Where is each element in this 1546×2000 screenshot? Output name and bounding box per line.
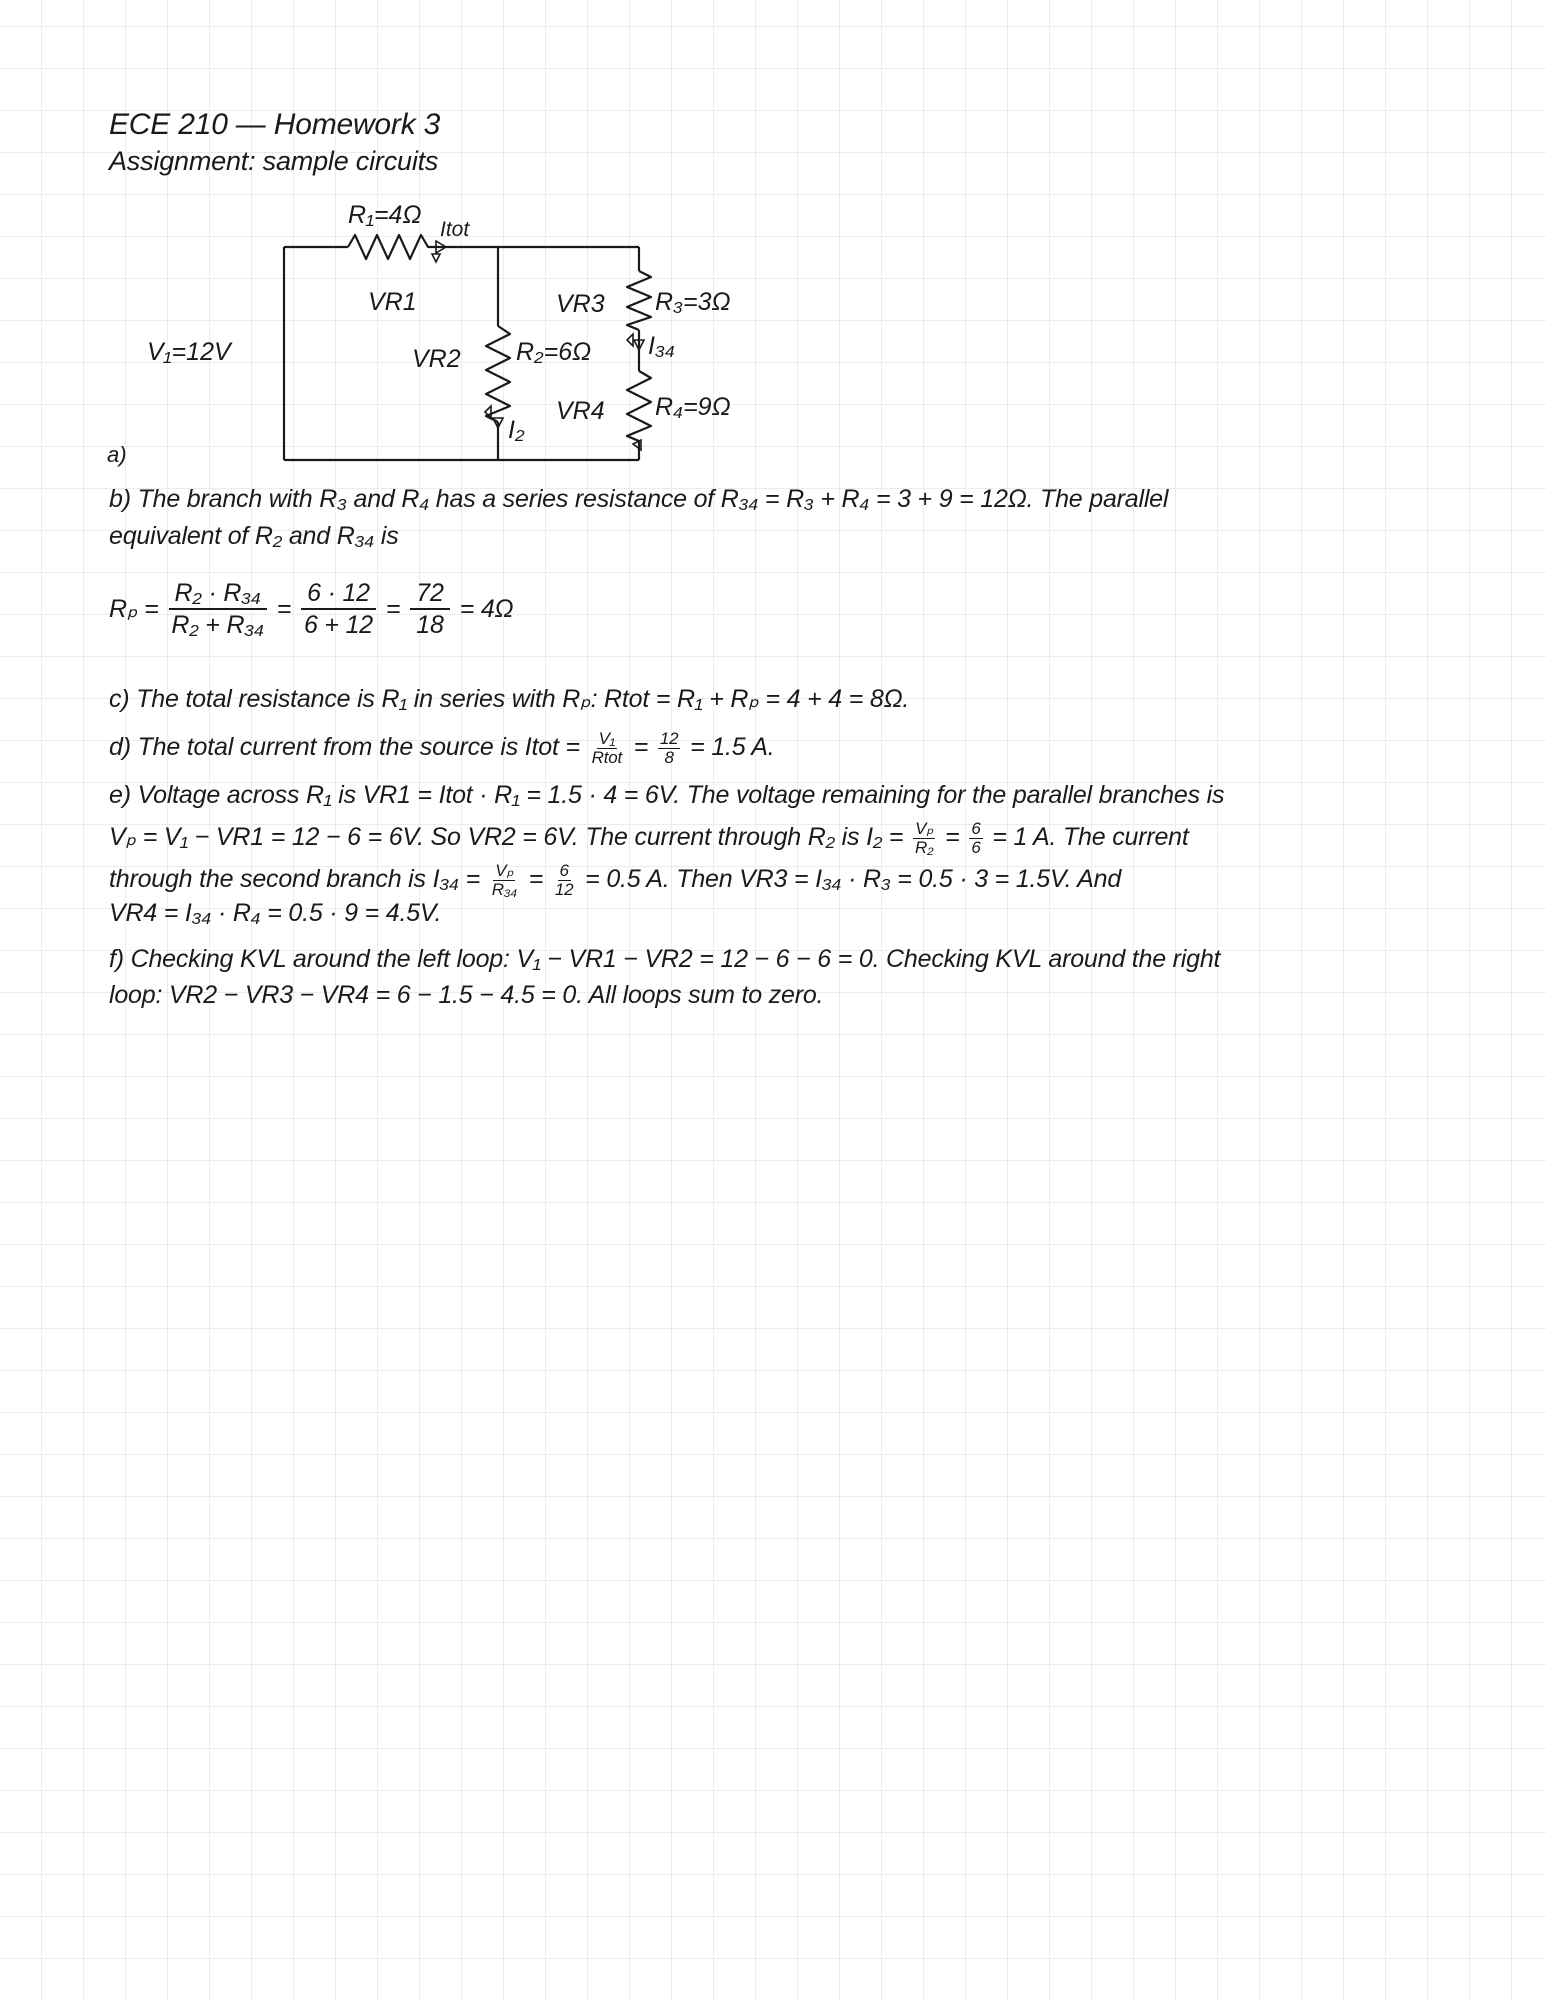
text-segment: =	[938, 823, 967, 852]
equals-sign: =	[276, 594, 292, 623]
vr2-label: VR2	[412, 345, 461, 373]
vr3-label: VR3	[556, 290, 605, 318]
text-segment: = 1 A. The current	[985, 823, 1189, 852]
part-b-line-1	[109, 485, 1168, 514]
page-subtitle: Assignment: sample circuits	[109, 146, 439, 176]
part-e-line-1	[109, 781, 1224, 810]
part-b-line-2	[109, 522, 399, 551]
fraction-numerator: Vₚ	[495, 861, 514, 880]
fraction-denominator: 12	[554, 880, 574, 899]
part-e-line-2	[109, 820, 1189, 857]
fraction	[410, 578, 449, 640]
fraction-denominator: 6 + 12	[303, 611, 373, 639]
vr4-label: VR4	[556, 397, 605, 425]
equals-sign: =	[385, 594, 401, 623]
text-segment: through the second branch is I₃₄ =	[109, 865, 487, 894]
fraction-denominator: 6	[971, 838, 981, 857]
part-a-label: a)	[107, 442, 127, 467]
vr1-label: VR1	[368, 288, 417, 316]
fraction-denominator: Rtot	[591, 748, 623, 767]
fraction	[590, 730, 624, 767]
resistor-r1	[348, 235, 434, 259]
fraction	[169, 578, 267, 640]
itot-arrow-icon	[432, 241, 446, 262]
resistor-r3	[627, 271, 651, 330]
fraction-numerator: 6 · 12	[301, 578, 376, 610]
i34-label: I₃₄	[648, 332, 675, 360]
i34-arrow-icon	[627, 334, 644, 350]
text-segment: = 1.5 A.	[683, 733, 775, 762]
part-f-line-1	[109, 945, 1220, 974]
fraction-numerator: 72	[410, 578, 449, 610]
fraction-numerator: Vₚ	[915, 819, 934, 838]
text-segment: f) Checking KVL around the left loop: V₁ − VR1 − VR2 = 12 − 6 − 6 = 0. Checking KVL around the right	[109, 945, 1221, 973]
part-c-line	[109, 684, 909, 714]
text-segment: =	[627, 733, 655, 762]
text-segment: d) The total current from the source is Itot =	[109, 733, 587, 762]
resistor-r4	[627, 371, 651, 441]
text-segment: loop: VR2 − VR3 − VR4 = 6 − 1.5 − 4.5 = 0. All loops sum to zero.	[109, 981, 824, 1009]
fraction	[969, 820, 982, 857]
parallel-resistance-formula	[109, 578, 513, 640]
fraction-denominator: 8	[664, 748, 674, 767]
fraction-numerator: 6	[559, 861, 569, 880]
fraction-denominator: 18	[416, 611, 444, 639]
fraction-denominator: R₂	[915, 838, 934, 857]
fraction-numerator: V₁	[598, 729, 615, 748]
text-segment: c) The total resistance is R₁ in series with Rₚ: Rtot = R₁ + Rₚ = 4 + 4 = 8Ω.	[109, 685, 910, 713]
fraction-numerator: 12	[659, 729, 679, 748]
fraction-denominator: R₂ + R₃₄	[171, 611, 264, 639]
text-segment: = 0.5 A. Then VR3 = I₃₄ · R₃ = 0.5 · 3 = 1.5V. And	[578, 865, 1122, 894]
text-segment: equivalent of R₂ and R₃₄ is	[109, 522, 399, 550]
r2-label: R₂=6Ω	[516, 338, 592, 366]
fraction-denominator: R₃₄	[491, 880, 517, 899]
part-e-line-4	[109, 899, 441, 928]
text-segment: VR4 = I₃₄ · R₄ = 0.5 · 9 = 4.5V.	[109, 899, 442, 927]
r3-label: R₃=3Ω	[655, 288, 731, 316]
i2-label: I₂	[508, 416, 525, 444]
formula-result: = 4Ω	[459, 594, 514, 623]
itot-label: Itot	[440, 218, 470, 241]
v1-label: V₁=12V	[147, 338, 231, 366]
part-e-line-3	[109, 862, 1121, 899]
formula-lhs: Rₚ =	[109, 595, 159, 623]
part-f-line-2	[109, 981, 823, 1010]
fraction-numerator: 6	[971, 819, 981, 838]
fraction-numerator: R₂ · R₃₄	[169, 578, 267, 610]
fraction	[913, 820, 935, 857]
page-title: ECE 210 — Homework 3	[109, 108, 441, 141]
r4-label: R₄=9Ω	[655, 393, 731, 421]
part-d-line	[109, 730, 775, 767]
fraction	[490, 862, 519, 899]
text-segment: e) Voltage across R₁ is VR1 = Itot · R₁ = 1.5 · 4 = 6V. The voltage remaining for the parallel branches is	[109, 781, 1225, 809]
fraction	[301, 578, 376, 640]
text-segment: Vₚ = V₁ − VR1 = 12 − 6 = 6V. So VR2 = 6V. The current through R₂ is I₂ =	[109, 823, 911, 852]
r1-label: R₁=4Ω	[348, 201, 422, 229]
text-segment: =	[522, 865, 550, 894]
fraction	[658, 730, 681, 767]
text-segment: b) The branch with R₃ and R₄ has a series resistance of R₃₄ = R₃ + R₄ = 3 + 9 = 12Ω. The parallel	[109, 485, 1169, 513]
fraction	[553, 862, 576, 899]
